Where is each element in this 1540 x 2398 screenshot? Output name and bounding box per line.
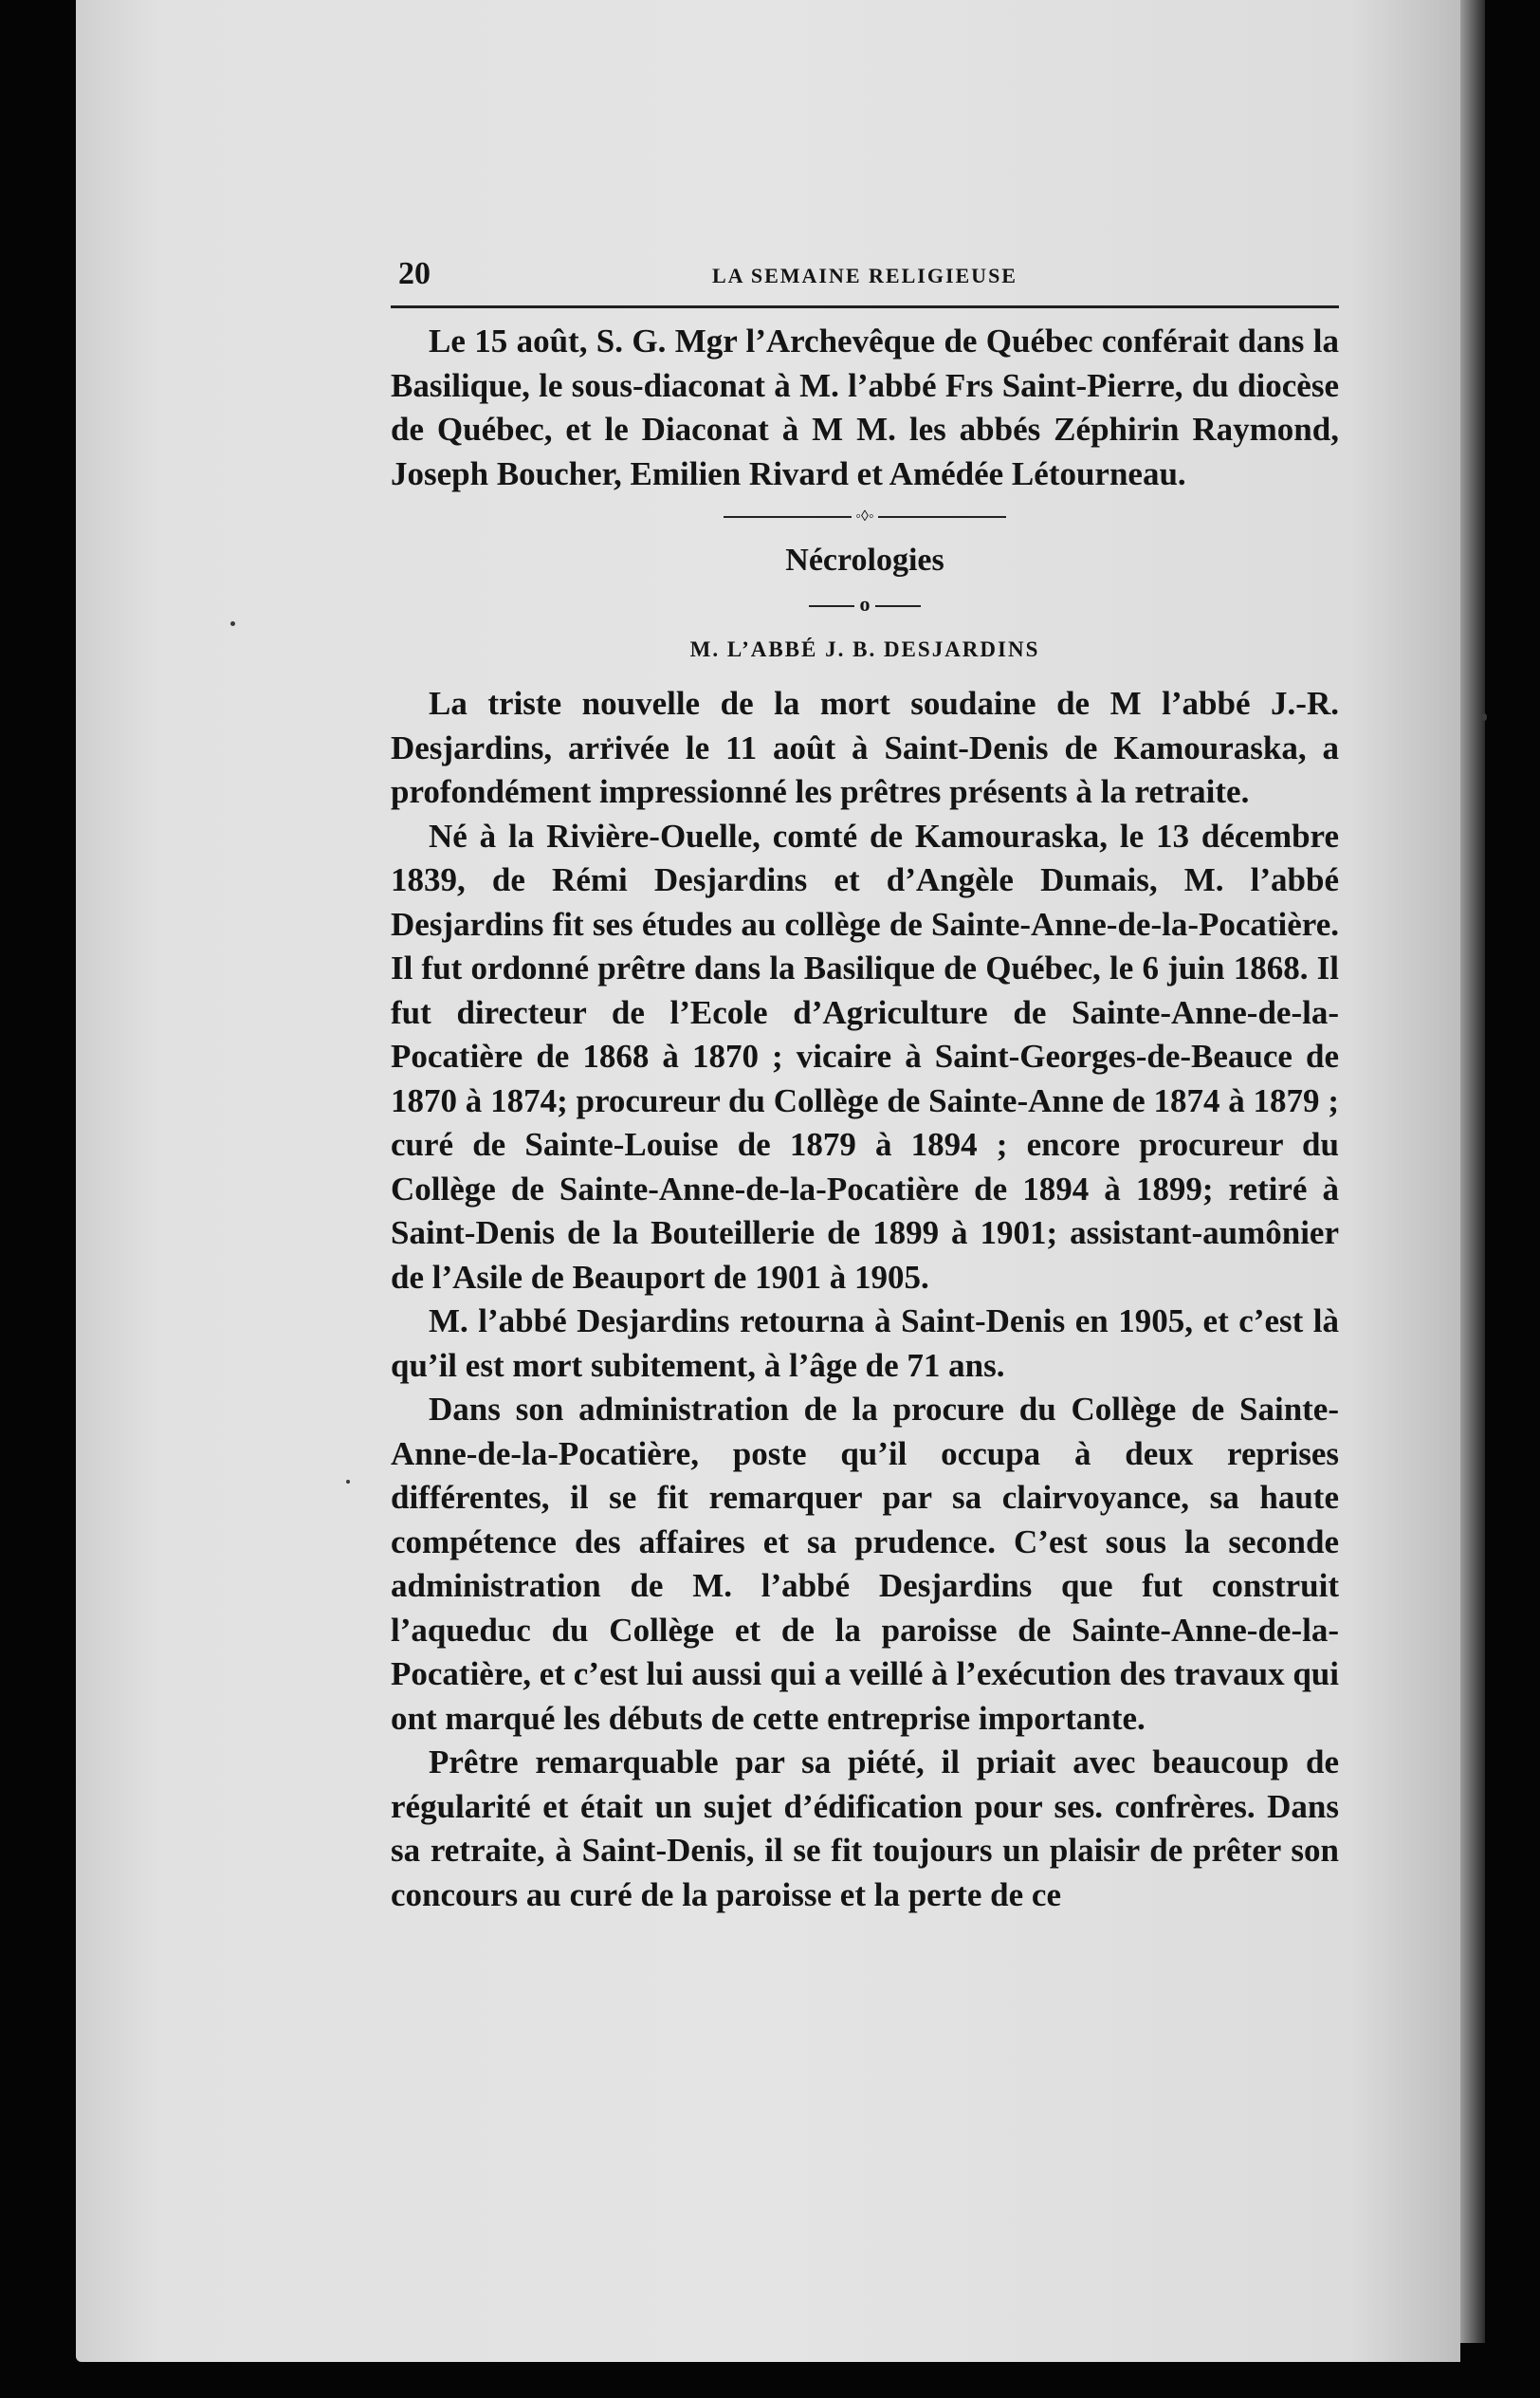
header-rule xyxy=(391,305,1339,308)
body-paragraph: La triste nouvelle de la mort soudaine de M l’abbé J.-R. Desjardins, arrivée le 11 août à Saint-Denis de Kamouraska, a profondément impressionné les prêtres présents à la retraite. xyxy=(391,685,1339,810)
scan-speck xyxy=(230,621,235,626)
running-head xyxy=(391,256,1339,298)
section-title: Nécrologies xyxy=(785,543,944,578)
page-edge-shadow xyxy=(1460,0,1485,2343)
journal-title: LA SEMAINE RELIGIEUSE xyxy=(712,264,1018,287)
separator-mark: o xyxy=(859,592,871,616)
obituary-subtitle: M. L’ABBÉ J. B. DESJARDINS xyxy=(689,637,1040,661)
section-ornament xyxy=(391,498,1339,536)
ornament-line-right xyxy=(878,516,1006,518)
scan-speck xyxy=(346,1480,350,1484)
separator-line-right xyxy=(875,605,921,607)
page-number: 20 xyxy=(398,256,431,291)
body-paragraph: Dans son administration de la procure du Collège de Sainte-Anne-de-la-Pocatière, poste qu’il occupa à deux reprises différentes, il se fit remarquer par sa clairvoyance, sa haute compétence des affaires et sa prudence. C’est sous la seconde administration de M. l’abbé Desjardins que fut construit l’aqueduc du Collège et de la paroisse de Sainte-Anne-de-la-Pocatière, et c’est lui aussi qui a veillé à l’exécution des travaux qui ont marqué les débuts de cette entreprise importante. xyxy=(391,1391,1339,1737)
small-separator xyxy=(391,585,1339,623)
scan-speck xyxy=(1481,713,1487,721)
body-paragraph: M. l’abbé Desjardins retourna à Saint-Denis en 1905, et c’est là qu’il est mort subitement, à l’âge de 71 ans. xyxy=(391,1302,1339,1384)
page-text xyxy=(391,256,1339,1917)
ornament-mark: ◦◊◦ xyxy=(855,508,874,525)
body-paragraph: Prêtre remarquable par sa piété, il priait avec beaucoup de régularité et était un sujet d’édification pour ses. confrères. Dans sa retraite, à Saint-Denis, il se fit toujours un plaisir de prêter son concours au curé de la paroisse et la perte de ce xyxy=(391,1743,1339,1913)
body-paragraph: Né à la Rivière-Ouelle, comté de Kamouraska, le 13 décembre 1839, de Rémi Desjardins et d’Angèle Dumais, M. l’abbé Desjardins fit ses études au collège de Sainte-Anne-de-la-Pocatière. Il fut ordonné prêtre dans la Basilique de Québec, le 6 juin 1868. Il fut directeur de l’Ecole d’Agriculture de Sainte-Anne-de-la-Pocatière de 1868 à 1870 ; vicaire à Saint-Georges-de-Beauce de 1870 à 1874; procureur du Collège de Sainte-Anne de 1874 à 1879 ; curé de Sainte-Louise de 1879 à 1894 ; encore procureur du Collège de Sainte-Anne-de-la-Pocatière de 1894 à 1899; retiré à Saint-Denis de la Bouteillerie de 1899 à 1901; assistant-aumônier de l’Asile de Beauport de 1901 à 1905. xyxy=(391,817,1339,1296)
ornament-line-left xyxy=(724,516,852,518)
separator-line-left xyxy=(809,605,854,607)
intro-paragraph: Le 15 août, S. G. Mgr l’Archevêque de Québec conférait dans la Basilique, le sous-diaconat à M. l’abbé Frs Saint-Pierre, du diocèse de Québec, et le Diaconat à M M. les abbés Zéphirin Raymond, Joseph Boucher, Emilien Rivard et Amédée Létourneau. xyxy=(391,323,1339,492)
